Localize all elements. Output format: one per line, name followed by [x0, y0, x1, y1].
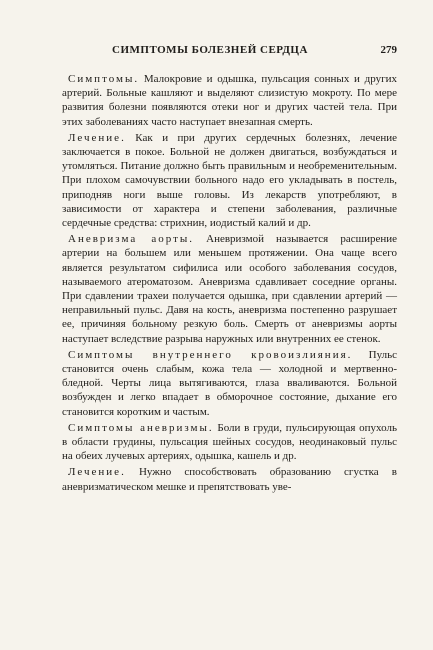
- paragraph-symptoms-1: [62, 72, 397, 129]
- paragraph-treatment-1: [62, 131, 397, 230]
- page-header: [62, 40, 397, 64]
- paragraph-lead: Лечение.: [68, 131, 126, 144]
- paragraph-text: Боли в груди, пульсирующая опухоль в области грудины, пульсация шейных сосудов, неодинаковый пульс на обеих лучевых артериях, одышка, кашель и др.: [62, 421, 397, 463]
- paragraph-text: Как и при других сердечных болезнях, лечение заключается в покое. Больной не должен двигаться, возбуждаться и утомляться. Питание должно быть правильным и необременительным. При плохом самочувствии больного надо его укладывать в постель, приподняв ноги выше головы. Из лекарств употребляют, в зависимости от характера и степени заболевания, различные сердечные средства: стрихнин, иодистый калий и др.: [62, 131, 397, 230]
- paragraph-aortic-aneurysm: [62, 232, 397, 346]
- paragraph-text: Малокровие и одышка, пульсация сонных и других артерий. Больные кашляют и выделяют слизистую мокроту. По мере развития болезни появляются отеки ног и других частей тела. При этих заболеваниях часто наступает внезапная смерть.: [62, 73, 397, 128]
- paragraph-lead: Лечение.: [68, 466, 126, 479]
- paragraph-internal-bleeding: [62, 348, 397, 419]
- paragraph-lead: Симптомы внутреннего кровоизлияния.: [68, 348, 353, 361]
- paragraph-text: Нужно способствовать образованию сгустка в аневризматическом мешке и препятствовать уве-: [62, 466, 397, 493]
- running-title: СИМПТОМЫ БОЛЕЗНЕЙ СЕРДЦА: [112, 44, 308, 56]
- paragraph-text: Аневризмой называется расширение артерии на большем или меньшем протяжении. Она чаще всего является результатом сифилиса или особого заболевания сосудов, называемого атероматозом. Аневризма сдавливает соседние органы. При сдавлении трахеи получается одышка, при сдавлении артерий — неправильный пульс. Давя на кость, аневризма постепенно разрушает ее, причиняя больному резкую боль. Смерть от аневризмы аорты наступает вследствие разрыва наружных или внутренних ее стенок.: [62, 233, 397, 345]
- paragraph-lead: Симптомы аневризмы.: [68, 421, 214, 434]
- paragraph-lead: Аневризма аорты.: [68, 233, 195, 246]
- paragraph-treatment-2: [62, 465, 397, 493]
- page-number: 279: [380, 44, 397, 56]
- body-text: [62, 72, 397, 494]
- paragraph-text: Пульс становится очень слабым, кожа тела — холодной и мертвенно-бледной. Черты лица вытягиваются, глаза вваливаются. Больной возбужден и легко впадает в обморочное состояние, дыхание его становится коротким и частым.: [62, 348, 397, 418]
- paragraph-aneurysm-symptoms: [62, 421, 397, 464]
- paragraph-lead: Симптомы.: [68, 73, 140, 85]
